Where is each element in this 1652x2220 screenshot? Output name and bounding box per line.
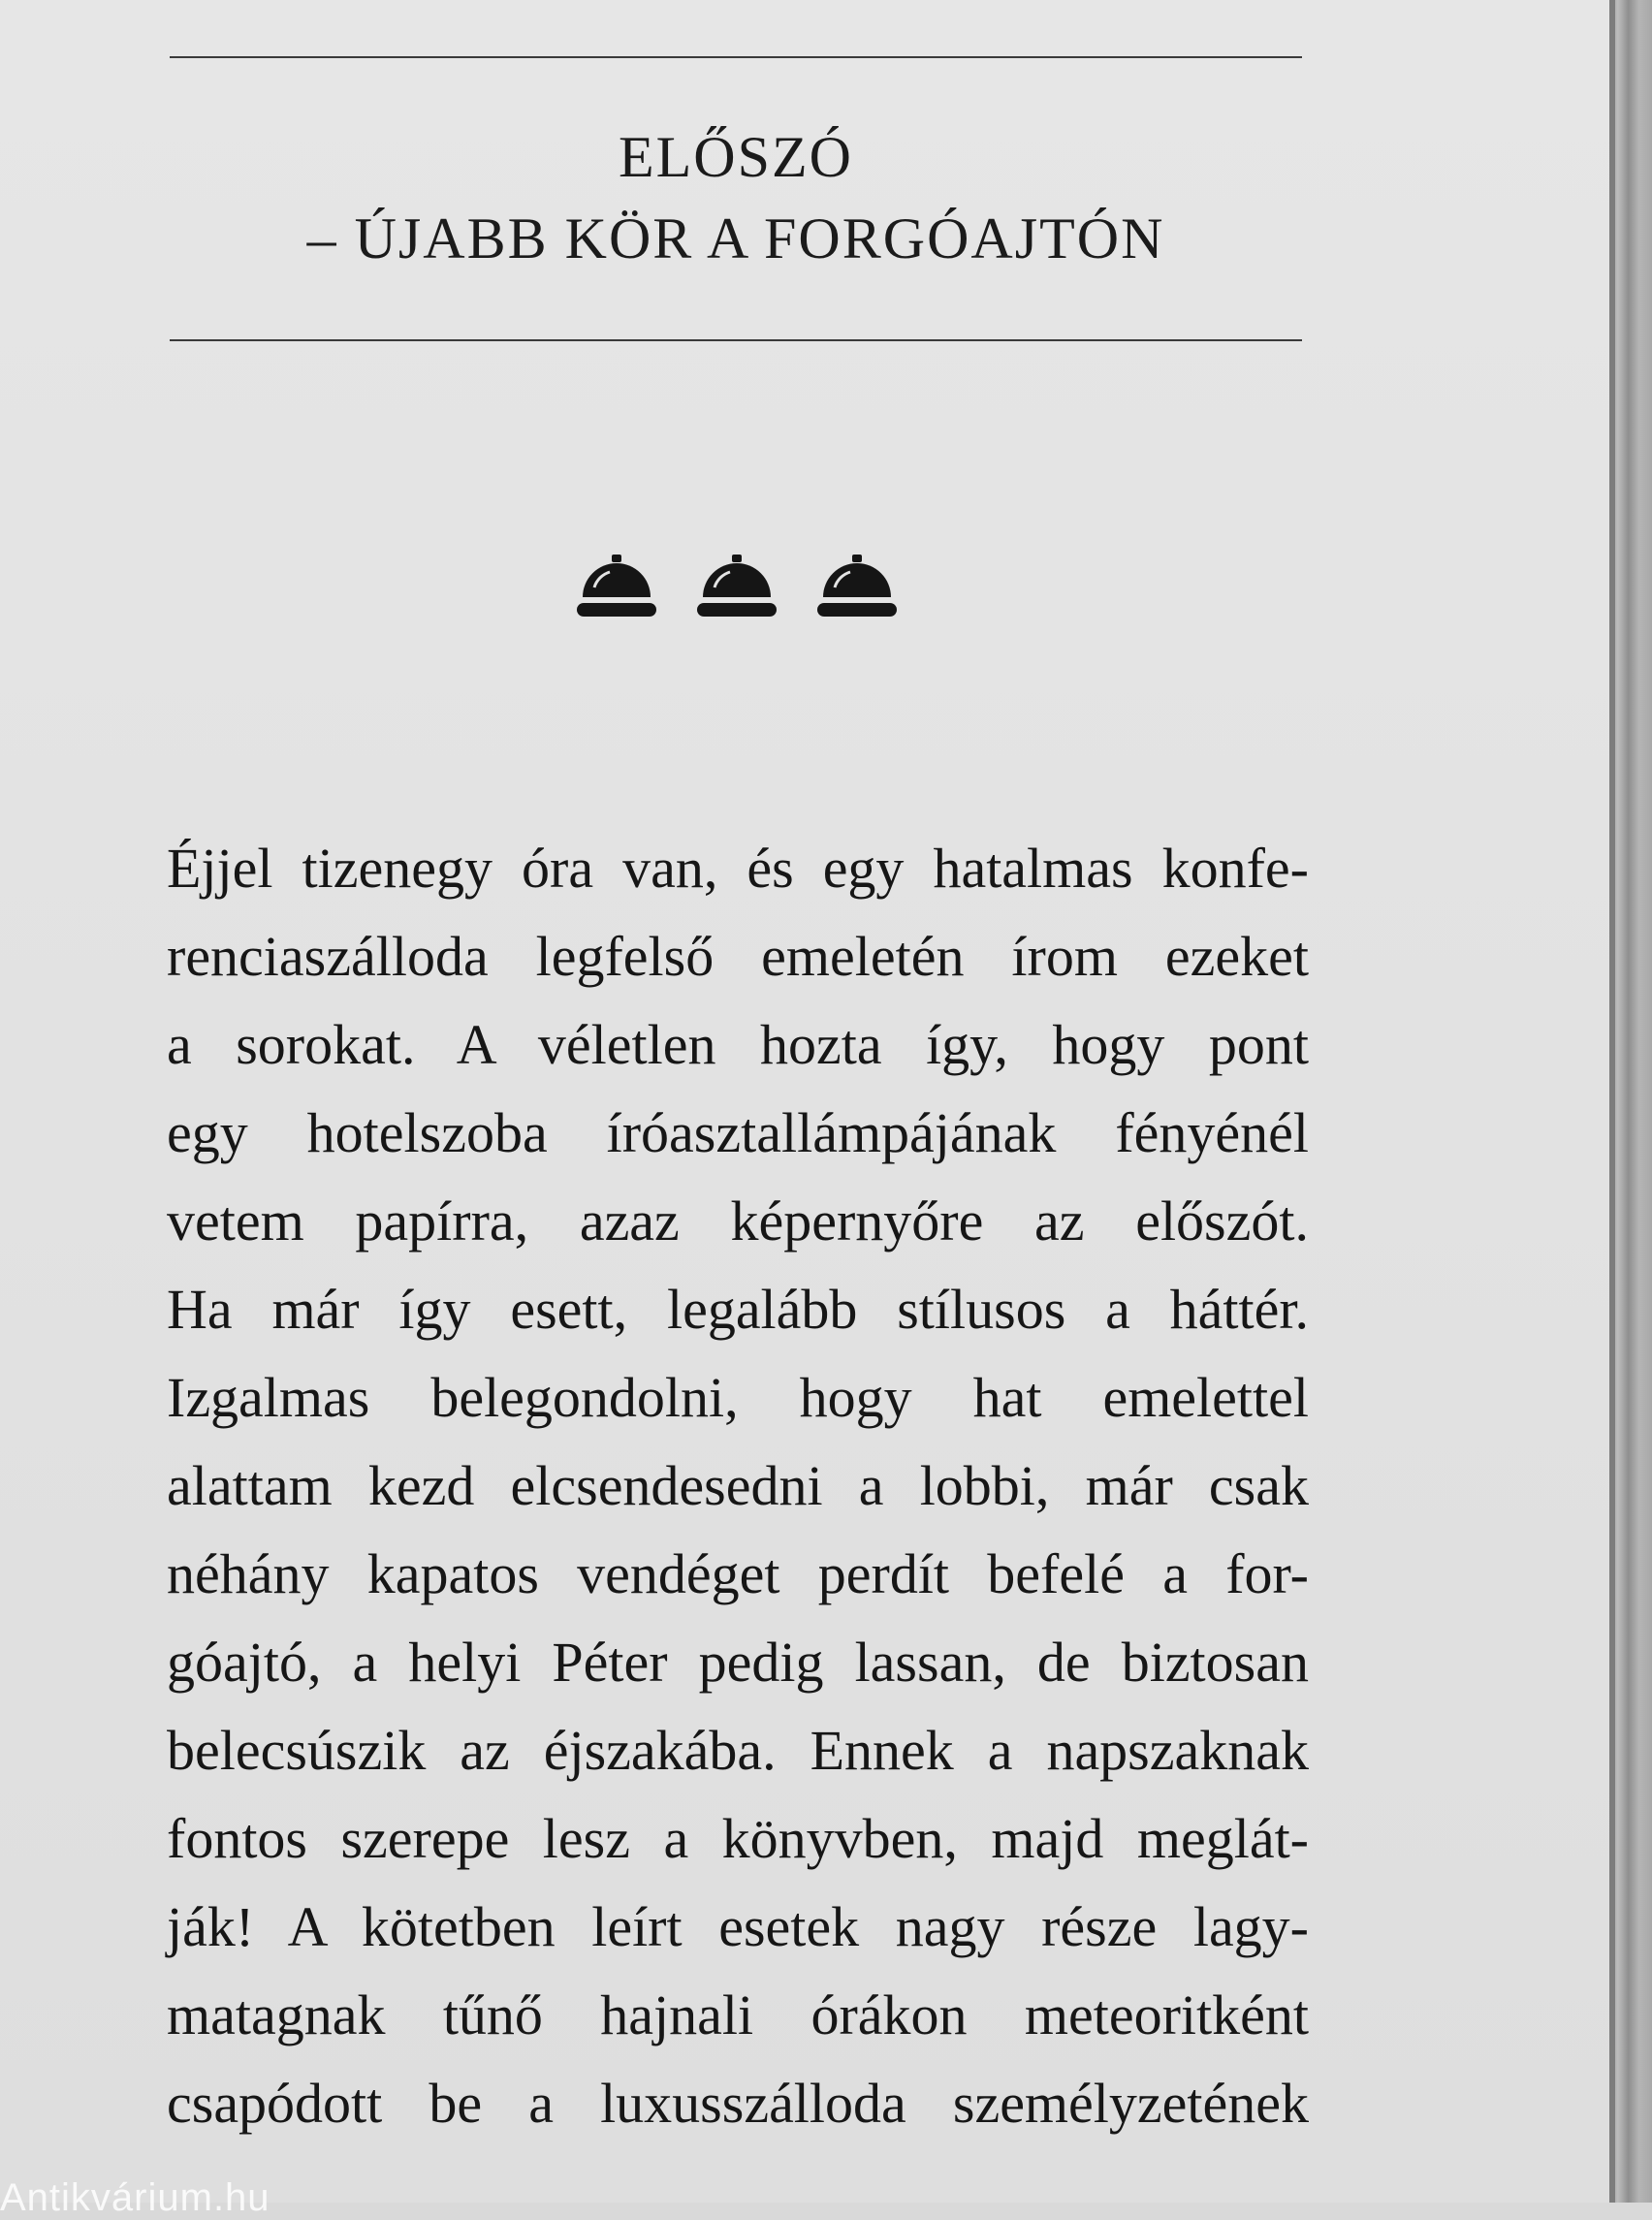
chapter-title: ELŐSZÓ (619, 125, 853, 189)
text-line: Ha már így esett, legalább stílusos a háttér. (167, 1278, 1309, 1341)
text-line: belecsúszik az éjszakába. Ennek a napszaknak (167, 1719, 1309, 1782)
text-line: fontos szerepe lesz a könyvben, majd meglát- (167, 1807, 1309, 1870)
top-rule (170, 56, 1302, 58)
text-line: góajtó, a helyi Péter pedig lassan, de biztosan (167, 1631, 1309, 1694)
bottom-rule (170, 339, 1302, 341)
text-line: renciaszálloda legfelső emeletén írom ezeket (167, 925, 1309, 988)
text-line: matagnak tűnő hajnali órákon meteoritként (167, 1983, 1309, 2046)
text-line: vetem papírra, azaz képernyőre az előszót. (167, 1189, 1309, 1253)
text-line: Izgalmas belegondolni, hogy hat emelettel (167, 1366, 1309, 1429)
text-line: ják! A kötetben leírt esetek nagy része lagy- (167, 1895, 1309, 1958)
page-edge (1609, 0, 1652, 2203)
ornament-row (577, 553, 897, 620)
watermark: Antikvárium.hu (0, 2176, 270, 2219)
text-line: egy hotelszoba íróasztallámpájának fényénél (167, 1101, 1309, 1164)
service-bell-icon (577, 553, 656, 620)
body-paragraph (167, 824, 1309, 2147)
service-bell-icon (817, 553, 897, 620)
text-line: Éjjel tizenegy óra van, és egy hatalmas konfe- (167, 837, 1309, 900)
text-line: néhány kapatos vendéget perdít befelé a for- (167, 1542, 1309, 1605)
text-line: csapódott be a luxusszálloda személyzetének (167, 2072, 1309, 2135)
service-bell-icon (697, 553, 777, 620)
chapter-heading (170, 116, 1302, 279)
text-line: alattam kezd elcsendesedni a lobbi, már csak (167, 1454, 1309, 1517)
chapter-subtitle: – ÚJABB KÖR A FORGÓAJTÓN (306, 206, 1165, 270)
text-line: a sorokat. A véletlen hozta így, hogy pont (167, 1013, 1309, 1076)
